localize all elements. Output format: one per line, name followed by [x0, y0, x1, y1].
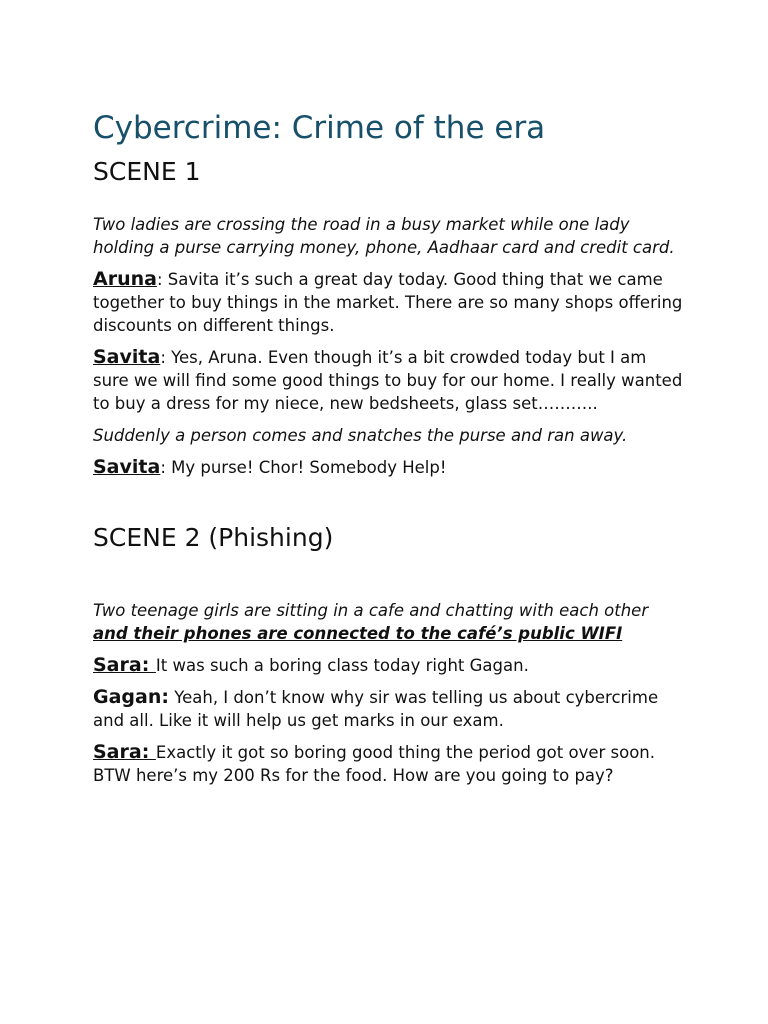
speaker-separator: :	[156, 270, 163, 289]
speaker-separator: :	[160, 348, 166, 367]
dialogue-text: It was such a boring class today right Gagan.	[155, 656, 529, 675]
scene2-intro	[93, 599, 683, 645]
dialogue-line-aruna	[93, 268, 683, 337]
scene1-heading: SCENE 1	[93, 157, 201, 186]
scene1-action	[93, 424, 683, 447]
scene2-intro-text: Two teenage girls are sitting in a cafe and chatting with each other	[93, 601, 649, 620]
dialogue-text: Yeah, I don’t know why sir was telling us about cybercrime and all. Like it will help us get marks in our exam.	[93, 688, 659, 730]
dialogue-text: My purse! Chor! Somebody Help!	[165, 458, 447, 477]
speaker-name: Sara:	[93, 741, 156, 763]
scene1-intro-text: Two ladies are crossing the road in a busy market while one lady holding a purse carrying money, phone, Aadhaar card and credit card.	[93, 215, 675, 257]
scene2-intro-emphasis: and their phones are connected to the café’s public WIFI	[93, 624, 623, 643]
speaker-name: Gagan:	[93, 686, 169, 708]
dialogue-line-sara-2	[93, 741, 683, 787]
speaker-name: Aruna	[93, 268, 157, 290]
speaker-name: Savita	[93, 346, 161, 368]
dialogue-line-sara	[93, 654, 683, 677]
dialogue-line-savita	[93, 346, 683, 415]
dialogue-line-gagan	[93, 686, 683, 732]
dialogue-text: Yes, Aruna. Even though it’s a bit crowded today but I am sure we will find some good things to buy for our home. I really wanted to buy a dress for my niece, new bedsheets, glass set………..	[93, 348, 683, 413]
scene1-intro	[93, 213, 683, 259]
speaker-name: Savita	[93, 456, 161, 478]
speaker-name: Sara:	[93, 654, 156, 676]
scene2-heading: SCENE 2 (Phishing)	[93, 523, 334, 552]
speaker-separator: :	[160, 458, 166, 477]
dialogue-text: Exactly it got so boring good thing the period got over soon. BTW here’s my 200 Rs for the food. How are you going to pay?	[93, 743, 655, 785]
scene1-action-text: Suddenly a person comes and snatches the purse and ran away.	[93, 426, 628, 445]
dialogue-line-savita-final	[93, 456, 683, 479]
document-body	[93, 108, 683, 787]
document-title: Cybercrime: Crime of the era	[93, 110, 546, 146]
dialogue-text: Savita it’s such a great day today. Good thing that we came together to buy things in the market. There are so many shops offering discounts on different things.	[93, 270, 683, 335]
